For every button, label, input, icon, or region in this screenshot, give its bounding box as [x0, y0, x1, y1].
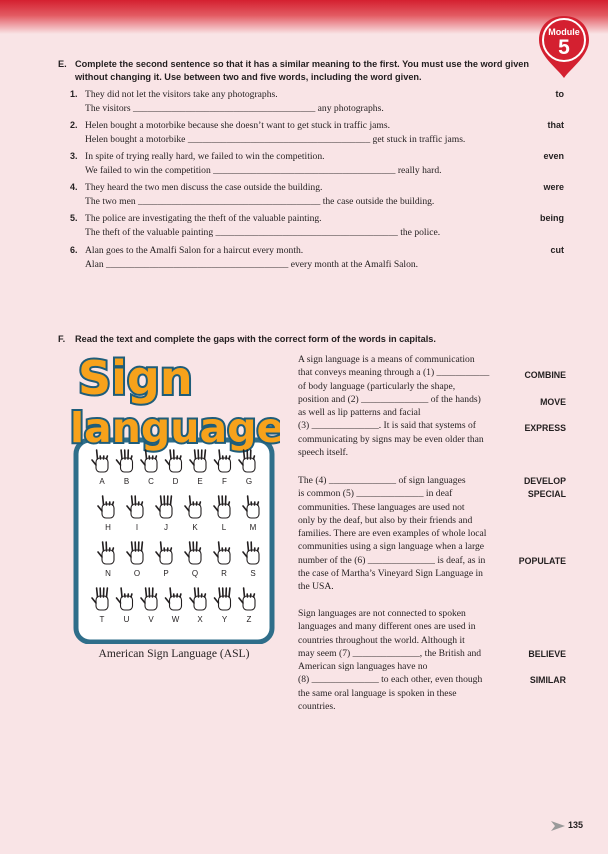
item-original-sentence: The police are investigating the theft of the valuable painting.	[85, 213, 322, 224]
asl-letter-label: S	[250, 569, 256, 578]
asl-letter-label: A	[99, 477, 105, 486]
paragraph-line: countries throughout the world. Although it	[298, 634, 465, 646]
logo-title-language: language	[70, 404, 280, 452]
item-number: 3.	[70, 151, 78, 161]
asl-letter-label: Y	[221, 615, 228, 624]
section-e-heading	[58, 58, 545, 83]
reading-paragraph-2	[298, 474, 510, 593]
capital-word-move: MOVE	[540, 397, 566, 407]
reading-paragraph-3	[298, 607, 510, 713]
paragraph-line: the same oral language is spoken in these	[298, 687, 457, 699]
paragraph-line: the USA.	[298, 581, 334, 592]
asl-letter-label: C	[148, 477, 154, 486]
asl-letter-label: Z	[246, 615, 252, 624]
module-number: 5	[558, 36, 570, 59]
paragraph-line: languages and many different ones are used in	[298, 621, 476, 633]
capital-word-believe: BELIEVE	[528, 649, 566, 659]
asl-alphabet-figure	[68, 350, 280, 644]
paragraph-line: A sign language is a means of communication	[298, 354, 475, 365]
paragraph-line: countries.	[298, 700, 336, 712]
capital-word-similar: SIMILAR	[529, 675, 566, 685]
paragraph-line: that conveys meaning through a (1) ___________	[298, 367, 490, 379]
item-number: 1.	[70, 89, 78, 99]
item-keyword: even	[543, 151, 564, 161]
asl-letter-label: I	[135, 523, 139, 532]
asl-letter-label: P	[163, 569, 169, 578]
paragraph-line: speech itself.	[298, 446, 349, 458]
sign-language-illustration	[68, 350, 280, 644]
capital-word-special: SPECIAL	[527, 489, 566, 499]
item-gapped-sentence: Helen bought a motorbike ______________________________________ get stuck in traffic jams.	[85, 134, 466, 145]
item-gapped-sentence: We failed to win the competition ______________________________________ really hard.	[85, 165, 442, 176]
asl-letter-label: J	[164, 523, 168, 532]
capital-word-express: EXPRESS	[524, 423, 566, 433]
capital-word-combine: COMBINE	[524, 370, 566, 380]
asl-letter-label: E	[197, 477, 203, 486]
section-f-letter: F.	[58, 334, 66, 344]
item-gapped-sentence: Alan ______________________________________ every month at the Amalfi Salon.	[85, 259, 419, 270]
image-caption: American Sign Language (ASL)	[98, 647, 250, 660]
asl-letter-label: K	[192, 523, 198, 532]
item-number: 2.	[70, 120, 78, 130]
paragraph-line: (8) ______________ to each other, even though	[298, 674, 483, 686]
asl-letter-label: L	[221, 523, 227, 532]
paragraph-line: number of the (6) ______________ is deaf, as in	[298, 554, 486, 566]
paragraph-line: (3) ______________. It is said that systems of	[298, 420, 477, 432]
paragraph-line: position and (2) ______________ of the hands)	[298, 393, 481, 405]
reading-paragraph-1	[298, 353, 510, 459]
asl-letter-label: W	[171, 615, 180, 624]
item-number: 6.	[70, 245, 78, 255]
item-keyword: were	[543, 182, 564, 192]
page-number: 135	[568, 820, 584, 830]
item-gapped-sentence: The theft of the valuable painting ______________________________________ the police.	[85, 227, 441, 238]
item-original-sentence: Helen bought a motorbike because she doesn’t want to get stuck in traffic jams.	[85, 120, 390, 131]
paragraph-line: only by the deaf, but also by their friends and	[298, 514, 473, 526]
paragraph-line: communicating by signs may be even older than	[298, 433, 484, 445]
item-gapped-sentence: The visitors ______________________________________ any photographs.	[85, 103, 384, 114]
asl-letter-label: M	[249, 523, 257, 532]
item-original-sentence: Alan goes to the Amalfi Salon for a haircut every month.	[85, 245, 304, 256]
paragraph-line: is common (5) ______________ in deaf	[298, 488, 453, 500]
item-number: 5.	[70, 213, 78, 223]
asl-letter-label: G	[245, 477, 253, 486]
item-original-sentence: They heard the two men discuss the case outside the building.	[85, 182, 323, 193]
page-arrow-icon	[551, 820, 565, 832]
section-e-letter: E.	[58, 59, 67, 69]
item-number: 4.	[70, 182, 78, 192]
capital-word-develop: DEVELOP	[523, 476, 566, 486]
asl-letter-label: X	[197, 615, 203, 624]
asl-letter-label: V	[148, 615, 154, 624]
item-original-sentence: In spite of trying really hard, we failed to win the competition.	[85, 151, 325, 162]
item-keyword: cut	[550, 245, 564, 255]
paragraph-line: communities. These languages are used not	[298, 501, 465, 513]
paragraph-line: Sign languages are not connected to spoken	[298, 608, 466, 619]
asl-letter-label: U	[123, 615, 130, 624]
item-gapped-sentence: The two men ______________________________________ the case outside the building.	[85, 196, 435, 207]
asl-letter-label: F	[222, 477, 227, 486]
section-e-instruction: Complete the second sentence so that it has a similar meaning to the first. You must use the word given without changing it. Use between two and five words, including the word given.	[75, 59, 530, 82]
paragraph-line: communities using a sign language when a large	[298, 541, 485, 553]
section-f-heading	[58, 333, 545, 346]
paragraph-line: American sign languages have no	[298, 661, 428, 672]
module-badge	[537, 14, 591, 80]
top-color-band	[0, 0, 608, 34]
asl-letter-label: T	[99, 615, 105, 624]
asl-letter-label: N	[105, 569, 111, 578]
asl-letter-label: D	[172, 477, 179, 486]
item-keyword: being	[540, 213, 564, 223]
paragraph-line: the case of Martha’s Vineyard Sign Language in	[298, 567, 483, 579]
logo-title-sign: Sign	[78, 351, 193, 405]
module-label: Module	[548, 27, 580, 37]
capital-word-populate: POPULATE	[518, 556, 566, 566]
asl-letter-label: O	[133, 569, 141, 578]
item-keyword: to	[555, 89, 564, 99]
item-keyword: that	[547, 120, 564, 130]
paragraph-line: may seem (7) ______________, the British and	[298, 647, 482, 659]
asl-letter-label: Q	[191, 569, 199, 578]
paragraph-line: as well as lip patterns and facial	[298, 407, 421, 418]
section-f-instruction: Read the text and complete the gaps with the correct form of the words in capitals.	[75, 334, 436, 344]
asl-letter-label: R	[221, 569, 227, 578]
paragraph-line: families. There are even examples of whole local	[298, 528, 487, 539]
asl-letter-label: B	[123, 477, 130, 486]
asl-letter-label: H	[105, 523, 111, 532]
paragraph-line: of body language (particularly the shape,	[298, 380, 456, 392]
paragraph-line: The (4) ______________ of sign languages	[298, 475, 466, 486]
item-original-sentence: They did not let the visitors take any photographs.	[85, 89, 278, 100]
